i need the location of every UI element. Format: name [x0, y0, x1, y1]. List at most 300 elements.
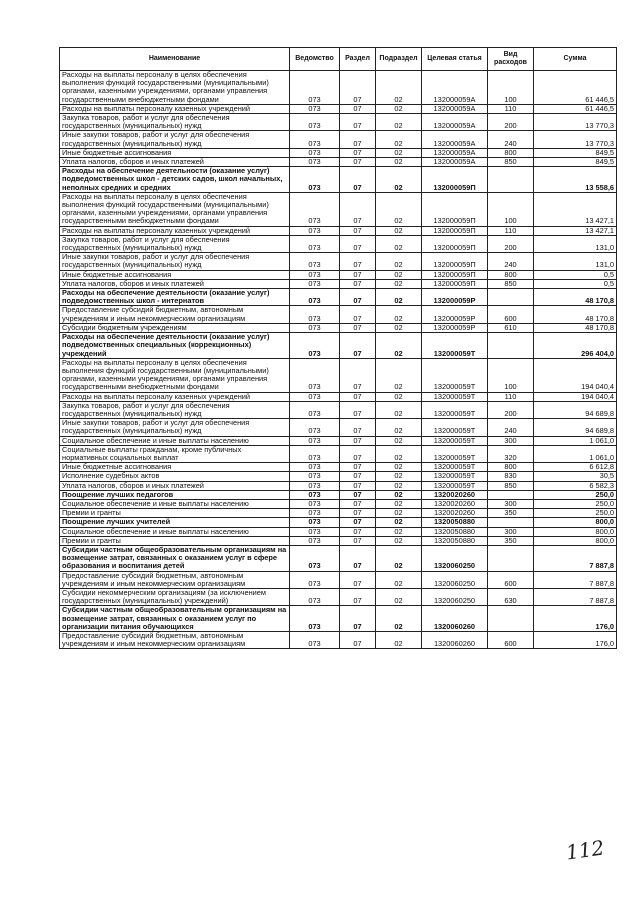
table-row	[60, 481, 617, 490]
cell-podrazdel: 02	[376, 226, 422, 235]
cell-razdel: 07	[340, 392, 376, 401]
cell-vedomstvo: 073	[290, 167, 340, 193]
cell-name: Расходы на выплаты персоналу казенных учреждений	[60, 104, 290, 113]
cell-summa: 61 446,5	[534, 104, 617, 113]
cell-vedomstvo: 073	[290, 71, 340, 105]
cell-razdel: 07	[340, 289, 376, 306]
cell-podrazdel: 02	[376, 545, 422, 571]
cell-celevaya-statya: 132000059А	[422, 114, 488, 131]
table-row	[60, 490, 617, 499]
cell-vid-raskhodov: 110	[488, 104, 534, 113]
table-row	[60, 632, 617, 649]
cell-name: Исполнение судебных актов	[60, 472, 290, 481]
cell-vid-raskhodov: 100	[488, 192, 534, 226]
table-row	[60, 527, 617, 536]
cell-name: Расходы на выплаты персоналу в целях обеспечения выполнения функций государственными (муниципальными) органами, казенными учреждениями, органами управления государственными внебюджетными фондами	[60, 71, 290, 105]
cell-celevaya-statya: 132000059Т	[422, 401, 488, 418]
cell-summa: 13 427,1	[534, 226, 617, 235]
cell-celevaya-statya: 132000059Т	[422, 333, 488, 359]
cell-razdel: 07	[340, 463, 376, 472]
table-row	[60, 131, 617, 148]
cell-summa: 1 061,0	[534, 445, 617, 462]
cell-razdel: 07	[340, 114, 376, 131]
cell-vedomstvo: 073	[290, 527, 340, 536]
cell-vedomstvo: 073	[290, 518, 340, 527]
cell-vedomstvo: 073	[290, 588, 340, 605]
cell-vedomstvo: 073	[290, 545, 340, 571]
cell-summa: 6 582,3	[534, 481, 617, 490]
cell-vid-raskhodov	[488, 606, 534, 632]
cell-celevaya-statya: 132000059П	[422, 235, 488, 252]
cell-vid-raskhodov: 600	[488, 306, 534, 323]
cell-vedomstvo: 073	[290, 158, 340, 167]
cell-name: Закупка товаров, работ и услуг для обеспечения государственных (муниципальных) нужд	[60, 235, 290, 252]
table-row	[60, 536, 617, 545]
cell-podrazdel: 02	[376, 114, 422, 131]
cell-vedomstvo: 073	[290, 323, 340, 332]
cell-podrazdel: 02	[376, 358, 422, 392]
cell-name: Поощрение лучших педагогов	[60, 490, 290, 499]
cell-summa: 94 689,8	[534, 401, 617, 418]
cell-vid-raskhodov: 600	[488, 632, 534, 649]
cell-vid-raskhodov: 240	[488, 131, 534, 148]
budget-table	[59, 47, 617, 649]
cell-name: Социальное обеспечение и иные выплаты населению	[60, 499, 290, 508]
cell-vedomstvo: 073	[290, 358, 340, 392]
cell-summa: 194 040,4	[534, 392, 617, 401]
cell-podrazdel: 02	[376, 588, 422, 605]
cell-vid-raskhodov: 600	[488, 571, 534, 588]
cell-podrazdel: 02	[376, 536, 422, 545]
cell-vid-raskhodov: 300	[488, 436, 534, 445]
cell-vid-raskhodov: 800	[488, 463, 534, 472]
cell-celevaya-statya: 132000059П	[422, 167, 488, 193]
table-row	[60, 419, 617, 436]
cell-razdel: 07	[340, 436, 376, 445]
cell-summa: 6 612,8	[534, 463, 617, 472]
cell-celevaya-statya: 132000059Р	[422, 289, 488, 306]
cell-podrazdel: 02	[376, 289, 422, 306]
cell-podrazdel: 02	[376, 490, 422, 499]
cell-razdel: 07	[340, 445, 376, 462]
cell-name: Расходы на обеспечение деятельности (оказание услуг) подведомственных школ - детских садов, школ начальных, неполных средних и средних	[60, 167, 290, 193]
cell-celevaya-statya: 132000059Т	[422, 358, 488, 392]
cell-razdel: 07	[340, 401, 376, 418]
table-row	[60, 571, 617, 588]
cell-summa: 48 170,8	[534, 289, 617, 306]
cell-vedomstvo: 073	[290, 148, 340, 157]
cell-name: Предоставление субсидий бюджетным, автономным учреждениям и иным некоммерческим организациям	[60, 632, 290, 649]
table-row	[60, 606, 617, 632]
cell-celevaya-statya: 132000059Т	[422, 481, 488, 490]
table-row	[60, 445, 617, 462]
cell-razdel: 07	[340, 509, 376, 518]
cell-podrazdel: 02	[376, 571, 422, 588]
table-row	[60, 306, 617, 323]
cell-vid-raskhodov	[488, 490, 534, 499]
cell-celevaya-statya: 132000059А	[422, 148, 488, 157]
cell-celevaya-statya: 1320060260	[422, 606, 488, 632]
cell-summa: 800,0	[534, 518, 617, 527]
cell-podrazdel: 02	[376, 401, 422, 418]
cell-vid-raskhodov: 240	[488, 419, 534, 436]
header-name: Наименование	[60, 48, 290, 71]
cell-vid-raskhodov	[488, 289, 534, 306]
cell-summa: 13 558,6	[534, 167, 617, 193]
cell-vid-raskhodov: 850	[488, 279, 534, 288]
cell-celevaya-statya: 1320050880	[422, 536, 488, 545]
cell-podrazdel: 02	[376, 192, 422, 226]
cell-vid-raskhodov: 100	[488, 71, 534, 105]
cell-celevaya-statya: 132000059Т	[422, 445, 488, 462]
cell-vedomstvo: 073	[290, 289, 340, 306]
table-row	[60, 235, 617, 252]
cell-podrazdel: 02	[376, 632, 422, 649]
cell-vid-raskhodov	[488, 333, 534, 359]
cell-summa: 1 061,0	[534, 436, 617, 445]
cell-vedomstvo: 073	[290, 192, 340, 226]
cell-razdel: 07	[340, 323, 376, 332]
cell-vid-raskhodov: 630	[488, 588, 534, 605]
cell-celevaya-statya: 132000059А	[422, 104, 488, 113]
table-row	[60, 463, 617, 472]
cell-celevaya-statya: 132000059А	[422, 131, 488, 148]
cell-name: Уплата налогов, сборов и иных платежей	[60, 158, 290, 167]
cell-vid-raskhodov	[488, 545, 534, 571]
cell-name: Расходы на обеспечение деятельности (оказание услуг) подведомственных школ - интернатов	[60, 289, 290, 306]
cell-podrazdel: 02	[376, 472, 422, 481]
cell-summa: 30,5	[534, 472, 617, 481]
cell-razdel: 07	[340, 499, 376, 508]
cell-razdel: 07	[340, 518, 376, 527]
cell-vedomstvo: 073	[290, 392, 340, 401]
cell-celevaya-statya: 132000059П	[422, 270, 488, 279]
cell-celevaya-statya: 132000059Р	[422, 323, 488, 332]
cell-vid-raskhodov: 110	[488, 226, 534, 235]
cell-name: Расходы на выплаты персоналу в целях обеспечения выполнения функций государственными (муниципальными) органами, казенными учреждениями, органами управления государственными внебюджетными фондами	[60, 358, 290, 392]
cell-name: Социальные выплаты гражданам, кроме публичных нормативных социальных выплат	[60, 445, 290, 462]
cell-celevaya-statya: 132000059П	[422, 192, 488, 226]
cell-razdel: 07	[340, 536, 376, 545]
page-number: 112	[564, 835, 606, 865]
cell-summa: 48 170,8	[534, 306, 617, 323]
cell-name: Уплата налогов, сборов и иных платежей	[60, 481, 290, 490]
table-row	[60, 472, 617, 481]
cell-razdel: 07	[340, 235, 376, 252]
cell-summa: 250,0	[534, 490, 617, 499]
cell-summa: 48 170,8	[534, 323, 617, 332]
table-row	[60, 509, 617, 518]
cell-razdel: 07	[340, 71, 376, 105]
cell-summa: 94 689,8	[534, 419, 617, 436]
cell-celevaya-statya: 132000059Т	[422, 463, 488, 472]
table-row	[60, 114, 617, 131]
cell-name: Иные закупки товаров, работ и услуг для обеспечения государственных (муниципальных) нужд	[60, 131, 290, 148]
table-row	[60, 279, 617, 288]
cell-podrazdel: 02	[376, 158, 422, 167]
table-row	[60, 148, 617, 157]
cell-vedomstvo: 073	[290, 606, 340, 632]
cell-vedomstvo: 073	[290, 114, 340, 131]
cell-celevaya-statya: 1320060260	[422, 632, 488, 649]
cell-name: Поощрение лучших учителей	[60, 518, 290, 527]
cell-name: Премии и гранты	[60, 509, 290, 518]
cell-razdel: 07	[340, 167, 376, 193]
cell-vedomstvo: 073	[290, 509, 340, 518]
cell-celevaya-statya: 132000059П	[422, 226, 488, 235]
cell-summa: 250,0	[534, 509, 617, 518]
cell-summa: 131,0	[534, 253, 617, 270]
table-row	[60, 226, 617, 235]
cell-razdel: 07	[340, 253, 376, 270]
cell-razdel: 07	[340, 158, 376, 167]
cell-celevaya-statya: 132000059П	[422, 253, 488, 270]
cell-celevaya-statya: 132000059Т	[422, 419, 488, 436]
cell-vedomstvo: 073	[290, 499, 340, 508]
cell-celevaya-statya: 1320060250	[422, 571, 488, 588]
cell-razdel: 07	[340, 527, 376, 536]
cell-vedomstvo: 073	[290, 445, 340, 462]
cell-razdel: 07	[340, 131, 376, 148]
table-row	[60, 289, 617, 306]
cell-name: Иные бюджетные ассигнования	[60, 148, 290, 157]
header-row	[60, 48, 617, 71]
cell-razdel: 07	[340, 472, 376, 481]
cell-celevaya-statya: 1320020260	[422, 490, 488, 499]
cell-razdel: 07	[340, 306, 376, 323]
cell-celevaya-statya: 132000059П	[422, 279, 488, 288]
cell-name: Расходы на выплаты персоналу казенных учреждений	[60, 226, 290, 235]
cell-name: Субсидии бюджетным учреждениям	[60, 323, 290, 332]
cell-summa: 13 770,3	[534, 131, 617, 148]
cell-summa: 131,0	[534, 235, 617, 252]
cell-vid-raskhodov: 320	[488, 445, 534, 462]
cell-vedomstvo: 073	[290, 104, 340, 113]
table-row	[60, 104, 617, 113]
table-row	[60, 192, 617, 226]
table-row	[60, 71, 617, 105]
cell-name: Субсидии частным общеобразовательным организациям на возмещение затрат, связанных с оказанием услуг по организации питания обучающихся	[60, 606, 290, 632]
cell-podrazdel: 02	[376, 509, 422, 518]
cell-name: Расходы на выплаты персоналу в целях обеспечения выполнения функций государственными (муниципальными) органами, казенными учреждениями, органами управления государственными внебюджетными фондами	[60, 192, 290, 226]
cell-vedomstvo: 073	[290, 436, 340, 445]
header-celevaya-statya: Целевая статья	[422, 48, 488, 71]
cell-podrazdel: 02	[376, 436, 422, 445]
cell-summa: 13 770,3	[534, 114, 617, 131]
cell-podrazdel: 02	[376, 606, 422, 632]
cell-vid-raskhodov	[488, 167, 534, 193]
cell-vedomstvo: 073	[290, 571, 340, 588]
cell-vedomstvo: 073	[290, 270, 340, 279]
cell-vid-raskhodov	[488, 518, 534, 527]
header-vedomstvo: Ведомство	[290, 48, 340, 71]
cell-name: Закупка товаров, работ и услуг для обеспечения государственных (муниципальных) нужд	[60, 114, 290, 131]
cell-vid-raskhodov: 830	[488, 472, 534, 481]
cell-celevaya-statya: 1320060250	[422, 588, 488, 605]
cell-celevaya-statya: 1320020260	[422, 509, 488, 518]
header-summa: Сумма	[534, 48, 617, 71]
table-row	[60, 392, 617, 401]
cell-summa: 176,0	[534, 632, 617, 649]
cell-razdel: 07	[340, 148, 376, 157]
cell-summa: 13 427,1	[534, 192, 617, 226]
cell-vedomstvo: 073	[290, 306, 340, 323]
cell-vid-raskhodov: 350	[488, 509, 534, 518]
cell-celevaya-statya: 1320020260	[422, 499, 488, 508]
cell-razdel: 07	[340, 419, 376, 436]
cell-name: Иные закупки товаров, работ и услуг для обеспечения государственных (муниципальных) нужд	[60, 419, 290, 436]
cell-vid-raskhodov: 850	[488, 158, 534, 167]
cell-podrazdel: 02	[376, 527, 422, 536]
cell-vedomstvo: 073	[290, 481, 340, 490]
cell-vid-raskhodov: 200	[488, 401, 534, 418]
cell-name: Социальное обеспечение и иные выплаты населению	[60, 527, 290, 536]
cell-name: Иные бюджетные ассигнования	[60, 463, 290, 472]
cell-razdel: 07	[340, 588, 376, 605]
cell-name: Расходы на обеспечение деятельности (оказание услуг) подведомственных специальных (коррекционных) учреждений	[60, 333, 290, 359]
cell-vid-raskhodov: 350	[488, 536, 534, 545]
cell-summa: 800,0	[534, 536, 617, 545]
cell-celevaya-statya: 132000059Т	[422, 392, 488, 401]
cell-razdel: 07	[340, 226, 376, 235]
cell-podrazdel: 02	[376, 419, 422, 436]
cell-summa: 0,5	[534, 279, 617, 288]
table-row	[60, 158, 617, 167]
cell-vedomstvo: 073	[290, 253, 340, 270]
cell-razdel: 07	[340, 192, 376, 226]
cell-name: Предоставление субсидий бюджетным, автономным учреждениям и иным некоммерческим организациям	[60, 571, 290, 588]
cell-vedomstvo: 073	[290, 632, 340, 649]
table-row	[60, 167, 617, 193]
cell-summa: 7 887,8	[534, 588, 617, 605]
cell-razdel: 07	[340, 545, 376, 571]
cell-name: Иные бюджетные ассигнования	[60, 270, 290, 279]
table-row	[60, 436, 617, 445]
cell-razdel: 07	[340, 571, 376, 588]
cell-vid-raskhodov: 300	[488, 499, 534, 508]
cell-vid-raskhodov: 610	[488, 323, 534, 332]
cell-podrazdel: 02	[376, 306, 422, 323]
cell-vid-raskhodov: 800	[488, 270, 534, 279]
cell-razdel: 07	[340, 490, 376, 499]
cell-celevaya-statya: 132000059А	[422, 158, 488, 167]
cell-vid-raskhodov: 110	[488, 392, 534, 401]
cell-vedomstvo: 073	[290, 131, 340, 148]
cell-summa: 7 887,8	[534, 571, 617, 588]
cell-summa: 61 446,5	[534, 71, 617, 105]
cell-summa: 7 887,8	[534, 545, 617, 571]
cell-summa: 0,5	[534, 270, 617, 279]
cell-podrazdel: 02	[376, 279, 422, 288]
cell-celevaya-statya: 132000059Р	[422, 306, 488, 323]
cell-summa: 194 040,4	[534, 358, 617, 392]
cell-name: Предоставление субсидий бюджетным, автономным учреждениям и иным некоммерческим организациям	[60, 306, 290, 323]
cell-celevaya-statya: 132000059Т	[422, 436, 488, 445]
cell-vedomstvo: 073	[290, 235, 340, 252]
cell-name: Социальное обеспечение и иные выплаты населению	[60, 436, 290, 445]
cell-razdel: 07	[340, 606, 376, 632]
cell-summa: 849,5	[534, 148, 617, 157]
cell-summa: 800,0	[534, 527, 617, 536]
cell-vedomstvo: 073	[290, 333, 340, 359]
cell-podrazdel: 02	[376, 253, 422, 270]
cell-podrazdel: 02	[376, 333, 422, 359]
table-row	[60, 518, 617, 527]
cell-podrazdel: 02	[376, 104, 422, 113]
cell-podrazdel: 02	[376, 518, 422, 527]
cell-vedomstvo: 073	[290, 463, 340, 472]
table-row	[60, 358, 617, 392]
table-row	[60, 545, 617, 571]
cell-vedomstvo: 073	[290, 419, 340, 436]
cell-celevaya-statya: 1320050880	[422, 518, 488, 527]
header-podrazdel: Подраздел	[376, 48, 422, 71]
cell-name: Закупка товаров, работ и услуг для обеспечения государственных (муниципальных) нужд	[60, 401, 290, 418]
cell-razdel: 07	[340, 270, 376, 279]
cell-razdel: 07	[340, 279, 376, 288]
cell-vid-raskhodov: 100	[488, 358, 534, 392]
table-row	[60, 253, 617, 270]
cell-celevaya-statya: 132000059А	[422, 71, 488, 105]
cell-name: Субсидии некоммерческим организациям (за исключением государственных (муниципальных) учреждений)	[60, 588, 290, 605]
cell-name: Уплата налогов, сборов и иных платежей	[60, 279, 290, 288]
cell-podrazdel: 02	[376, 445, 422, 462]
cell-vid-raskhodov: 850	[488, 481, 534, 490]
table-row	[60, 401, 617, 418]
cell-podrazdel: 02	[376, 463, 422, 472]
cell-summa: 176,0	[534, 606, 617, 632]
cell-vid-raskhodov: 240	[488, 253, 534, 270]
header-razdel: Раздел	[340, 48, 376, 71]
table-row	[60, 323, 617, 332]
table-row	[60, 333, 617, 359]
cell-vid-raskhodov: 800	[488, 148, 534, 157]
cell-vedomstvo: 073	[290, 226, 340, 235]
table-row	[60, 270, 617, 279]
cell-name: Премии и гранты	[60, 536, 290, 545]
cell-podrazdel: 02	[376, 481, 422, 490]
cell-podrazdel: 02	[376, 148, 422, 157]
cell-name: Иные закупки товаров, работ и услуг для обеспечения государственных (муниципальных) нужд	[60, 253, 290, 270]
cell-vid-raskhodov: 300	[488, 527, 534, 536]
cell-name: Субсидии частным общеобразовательным организациям на возмещение затрат, связанных с оказанием услуг в сфере образования и воспитания детей	[60, 545, 290, 571]
cell-vedomstvo: 073	[290, 279, 340, 288]
cell-razdel: 07	[340, 104, 376, 113]
cell-podrazdel: 02	[376, 131, 422, 148]
cell-razdel: 07	[340, 358, 376, 392]
cell-vedomstvo: 073	[290, 490, 340, 499]
cell-vedomstvo: 073	[290, 401, 340, 418]
cell-summa: 849,5	[534, 158, 617, 167]
cell-podrazdel: 02	[376, 71, 422, 105]
table-row	[60, 588, 617, 605]
cell-celevaya-statya: 1320050880	[422, 527, 488, 536]
cell-podrazdel: 02	[376, 167, 422, 193]
cell-razdel: 07	[340, 481, 376, 490]
header-vid-raskhodov: Вид расходов	[488, 48, 534, 71]
cell-summa: 250,0	[534, 499, 617, 508]
cell-name: Расходы на выплаты персоналу казенных учреждений	[60, 392, 290, 401]
cell-vedomstvo: 073	[290, 472, 340, 481]
cell-celevaya-statya: 1320060250	[422, 545, 488, 571]
cell-podrazdel: 02	[376, 235, 422, 252]
cell-summa: 296 404,0	[534, 333, 617, 359]
cell-podrazdel: 02	[376, 323, 422, 332]
table-body	[60, 71, 617, 649]
cell-podrazdel: 02	[376, 499, 422, 508]
table-row	[60, 499, 617, 508]
cell-celevaya-statya: 132000059Т	[422, 472, 488, 481]
